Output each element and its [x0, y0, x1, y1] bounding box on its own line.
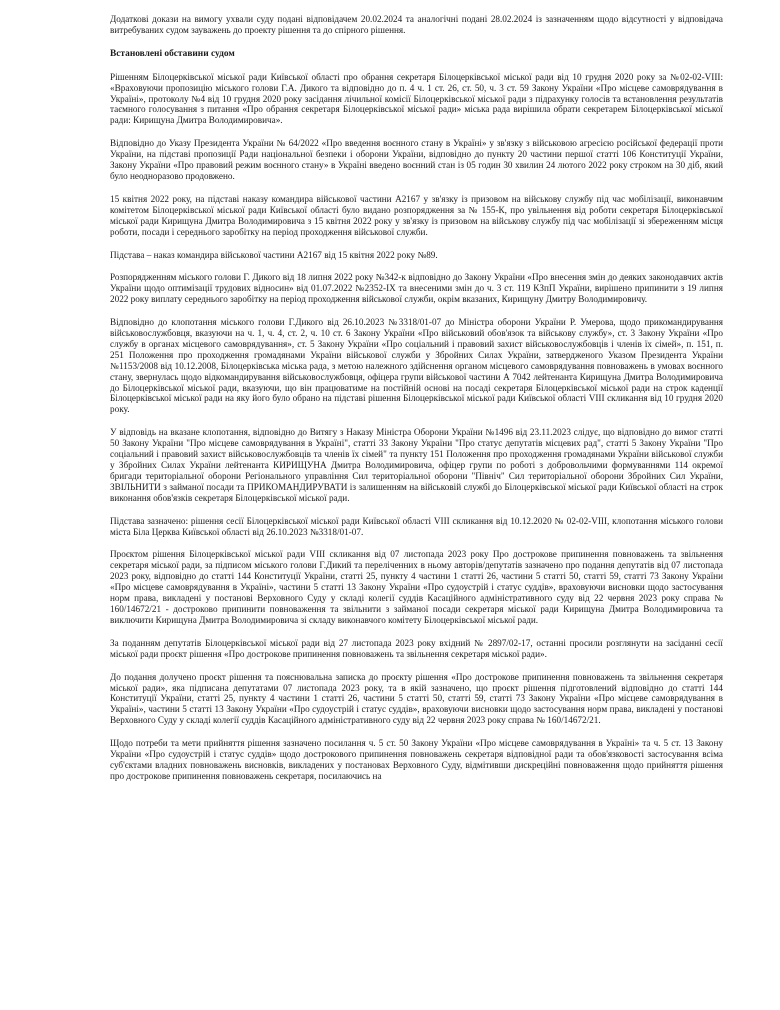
paragraph-draft-decision: Проєктом рішення Білоцерківської міської ради VIII скликання від 07 листопада 2023 року Про дострокове припинення повноважень та звільнення секретаря міської ради, за підписом міського голови Г.Дикий та переліченних в ньому авторів/депутатів зазначено про подання депутатів від 07 листопада 2023 року, відповідно до статті 144 Конституції України, статті 25, пункту 4 частини 1 статті 26, частини 5 статті 50, статті 59, статті 73 Закону України «Про місцеве самоврядування в Україні», частини 5 статті 13 Закону України «Про судоустрій і статус суддів», враховуючи висновки щодо застосування норм права, викладені у постанові Верховного Суду у складі колегії суддів Касаційного адміністративного суду від 22 червня 2023 року справа № 160/14672/21 - достроково припинити повноваження та звільнити з займаної посади секретаря міської ради Кирищуна Дмитра Володимировича та виключити Кирищуна Дмитра Володимировича зі складу виконавчого комітету Білоцерківської міської ради. [110, 549, 723, 625]
paragraph-additional-evidence: Додаткові докази на вимогу ухвали суду подані відповідачем 20.02.2024 та аналогічні подані 28.02.2024 із зазначенням щодо відсутності у відповідача витребуваних судом зауважень до проекту рішення та до спірного рішення. [110, 14, 723, 35]
paragraph-petition-minister: Відповідно до клопотання міського голови Г.Дикого від 26.10.2023 №3318/01-07 до Міністра оборони України Р. Умерова, щодо прикомандирування військовослужбовця, вказуючи на ч. 1, ч. 4, ст. 2, ч. 10 ст. 6 Закону України «Про військовий обов'язок та військову службу», ст. 3 Закону України «Про службу в органах місцевого самоврядування», ст. 5 Закону України «Про соціальний і правовий захист військовослужбовців і членів їх сімей», п. 151, п. 251 Положення про проходження громадянами України військової служби у Збройних Силах України, затвердженого Указом Президента України №1153/2008 від 10.12.2008, Білоцерківська міська рада, з метою належного здійснення органом місцевого самоврядування повноважень в умовах воєнного стану, звернулась щодо відкомандирування військовослужбовця, офіцера групи військової частини А 7042 лейтенанта Кирищуна Дмитра Володимировича до Білоцерківської міської ради, вказуючи, що він працюватиме на постійній основі на посаді секретаря Білоцерківської міської ради на строк каденції Білоцерківської міської ради на яку його було обрано на підставі рішення Білоцерківської міської ради Київської області VIII скликання від 10 грудня 2020 року. [110, 317, 723, 415]
paragraph-basis-order: Підстава – наказ командира військової частини А2167 від 15 квітня 2022 року №89. [110, 249, 438, 260]
paragraph-mobilization-order: 15 квітня 2022 року, на підставі наказу командира військової частини А2167 у зв'язку із призовом на військову службу під час мобілізації, виконавчим комітетом Білоцерківської міської ради Київської області було видано розпорядження за № 155-К, про увільнення від роботи секретаря Білоцерківської міської ради Кирищуна Дмитра Володимировича з 15 квітня 2022 року у зв'язку із призовом на військову службу під час мобілізації зі збереженням місця роботи, посади і середнього заробітку на період проходження військової служби. [110, 193, 723, 237]
paragraph-minister-order: У відповідь на вказане клопотання, відповідно до Витягу з Наказу Міністра Оборони України №1496 від 23.11.2023 слідує, що відповідно до вимог статті 50 Закону України "Про місцеве самоврядування в Україні", статті 33 Закону України "Про статус депутатів місцевих рад", статті 5 Закону України "Про соціальний і правовий захист військовослужбовців та членів їх сімей" та пункту 151 Положення про проходження громадянами України військової служби у Збройних Силах України лейтенанта КИРИЩУНА Дмитра Володимировича, офіцер групи по роботі з добровольчими формуваннями 114 окремої бригади територіальної оборони Регіонального управління Сил територіальної оборони "Північ" Сил територіальної оборони Збройних Сил України, ЗВІЛЬНИТИ з займаної посади та ПРИКОМАНДИРУВАТИ із залишенням на військовій службі до Білоцерківської міської ради Київської області на строк виконання обов'язків секретаря Білоцерківської міської ради. [110, 427, 723, 503]
section-heading-established-facts: Встановлені обставини судом [110, 48, 235, 59]
paragraph-martial-law: Відповідно до Указу Президента України № 64/2022 «Про введення воєнного стану в Україні» у зв'язку з військовою агресією російської федерації проти України, на підставі пропозиції Ради національної безпеки і оборони України, відповідно до пункту 20 частини першої статті 106 Конституції України, Закону України «Про правовий режим воєнного стану» в Україні введено воєнний стан із 05 годин 30 хвилин 24 лютого 2022 року строком на 30 діб, який було неодноразово продовжено. [110, 138, 723, 181]
paragraph-deputies-submission: За поданням депутатів Білоцерківської міської ради від 27 листопада 2023 року вхідний № 2897/02-17, останні просили розглянути на засіданні сесії міської ради проєкт рішення «Про дострокове припинення повноважень та звільнення секретаря міської ради». [110, 637, 723, 659]
paragraph-purpose-of-decision: Щодо потреби та мети прийняття рішення зазначено посилання ч. 5 ст. 50 Закону України «Про місцеве самоврядування в Україні» та ч. 5 ст. 13 Закону України «Про судоустрій і статус суддів» щодо дострокового припинення повноважень секретаря відповідної ради та обов'язковості застосування всіма суб'єктами владних повноважень висновків, викладених у постановах Верховного Суду, відмітивши дискреційні повноваження щодо прийняття рішення про дострокове припинення повноважень секретаря, посилаючись на [110, 738, 723, 781]
paragraph-explanatory-note: До подання долучено проєкт рішення та пояснювальна записка до проєкту рішення «Про дострокове припинення повноважень та звільнення секретаря міської ради», яка підписана депутатами 07 листопада 2023 року, та в якій зазначено, що проєкт рішення підготовлений відповідно до статті 144 Конституції України, статті 25, пункту 4 частини 1 статті 26, частини 5 статті 50, статті 59, статті 73 Закону України «Про місцеве самоврядування в Україні», частини 5 статті 13 Закону України «Про судоустрій і статус суддів», враховуючи висновки щодо застосування норм права, викладені у постанові Верховного Суду у складі колегії суддів Касаційного адміністративного суду від 22 червня 2023 року справа № 160/14672/21. [110, 671, 723, 726]
paragraph-secretary-election: Рішенням Білоцерківської міської ради Київської області про обрання секретаря Білоцерківської міської ради від 10 грудня 2020 року за №02-02-VIII: «Враховуючи пропозицію міського голови Г.А. Дикого та відповідно до п. 4 ч. 1 ст. 26, ст. 50, ч. 3 ст. 59 Закону України «Про місцеве самоврядування в Україні», протоколу №4 від 10 грудня 2020 року засідання лічильної комісії Білоцерківської міської ради з підрахунку голосів та встановлення результатів таємного голосування з питання «Про обрання секретаря Білоцерківської міської ради» міська рада вирішила обрати секретарем Білоцерківської міської ради: Кирищуна Дмитра Володимировича». [110, 71, 723, 126]
paragraph-basis-decision: Підстава зазначено: рішення сесії Білоцерківської міської ради Київської області VIII скликання від 10.12.2020 № 02-02-VIII, клопотання міського голови міста Біла Церква Київської області від 26.10.2023 №3318/01-07. [110, 515, 723, 537]
paragraph-salary-termination: Розпорядженням міського голови Г. Дикого від 18 липня 2022 року №342-к відповідно до Закону України «Про внесення змін до деяких законодавчих актів України щодо оптимізації трудових відносин» від 01.07.2022 №2352-IX та внесеними змін до ч. 3 ст. 119 КЗпП України, вирішено припинити з 19 липня 2022 року виплату середнього заробітку на період проходження військової служби, окрім вказаних, Кирищуну Дмитру Володимировичу. [110, 272, 723, 305]
